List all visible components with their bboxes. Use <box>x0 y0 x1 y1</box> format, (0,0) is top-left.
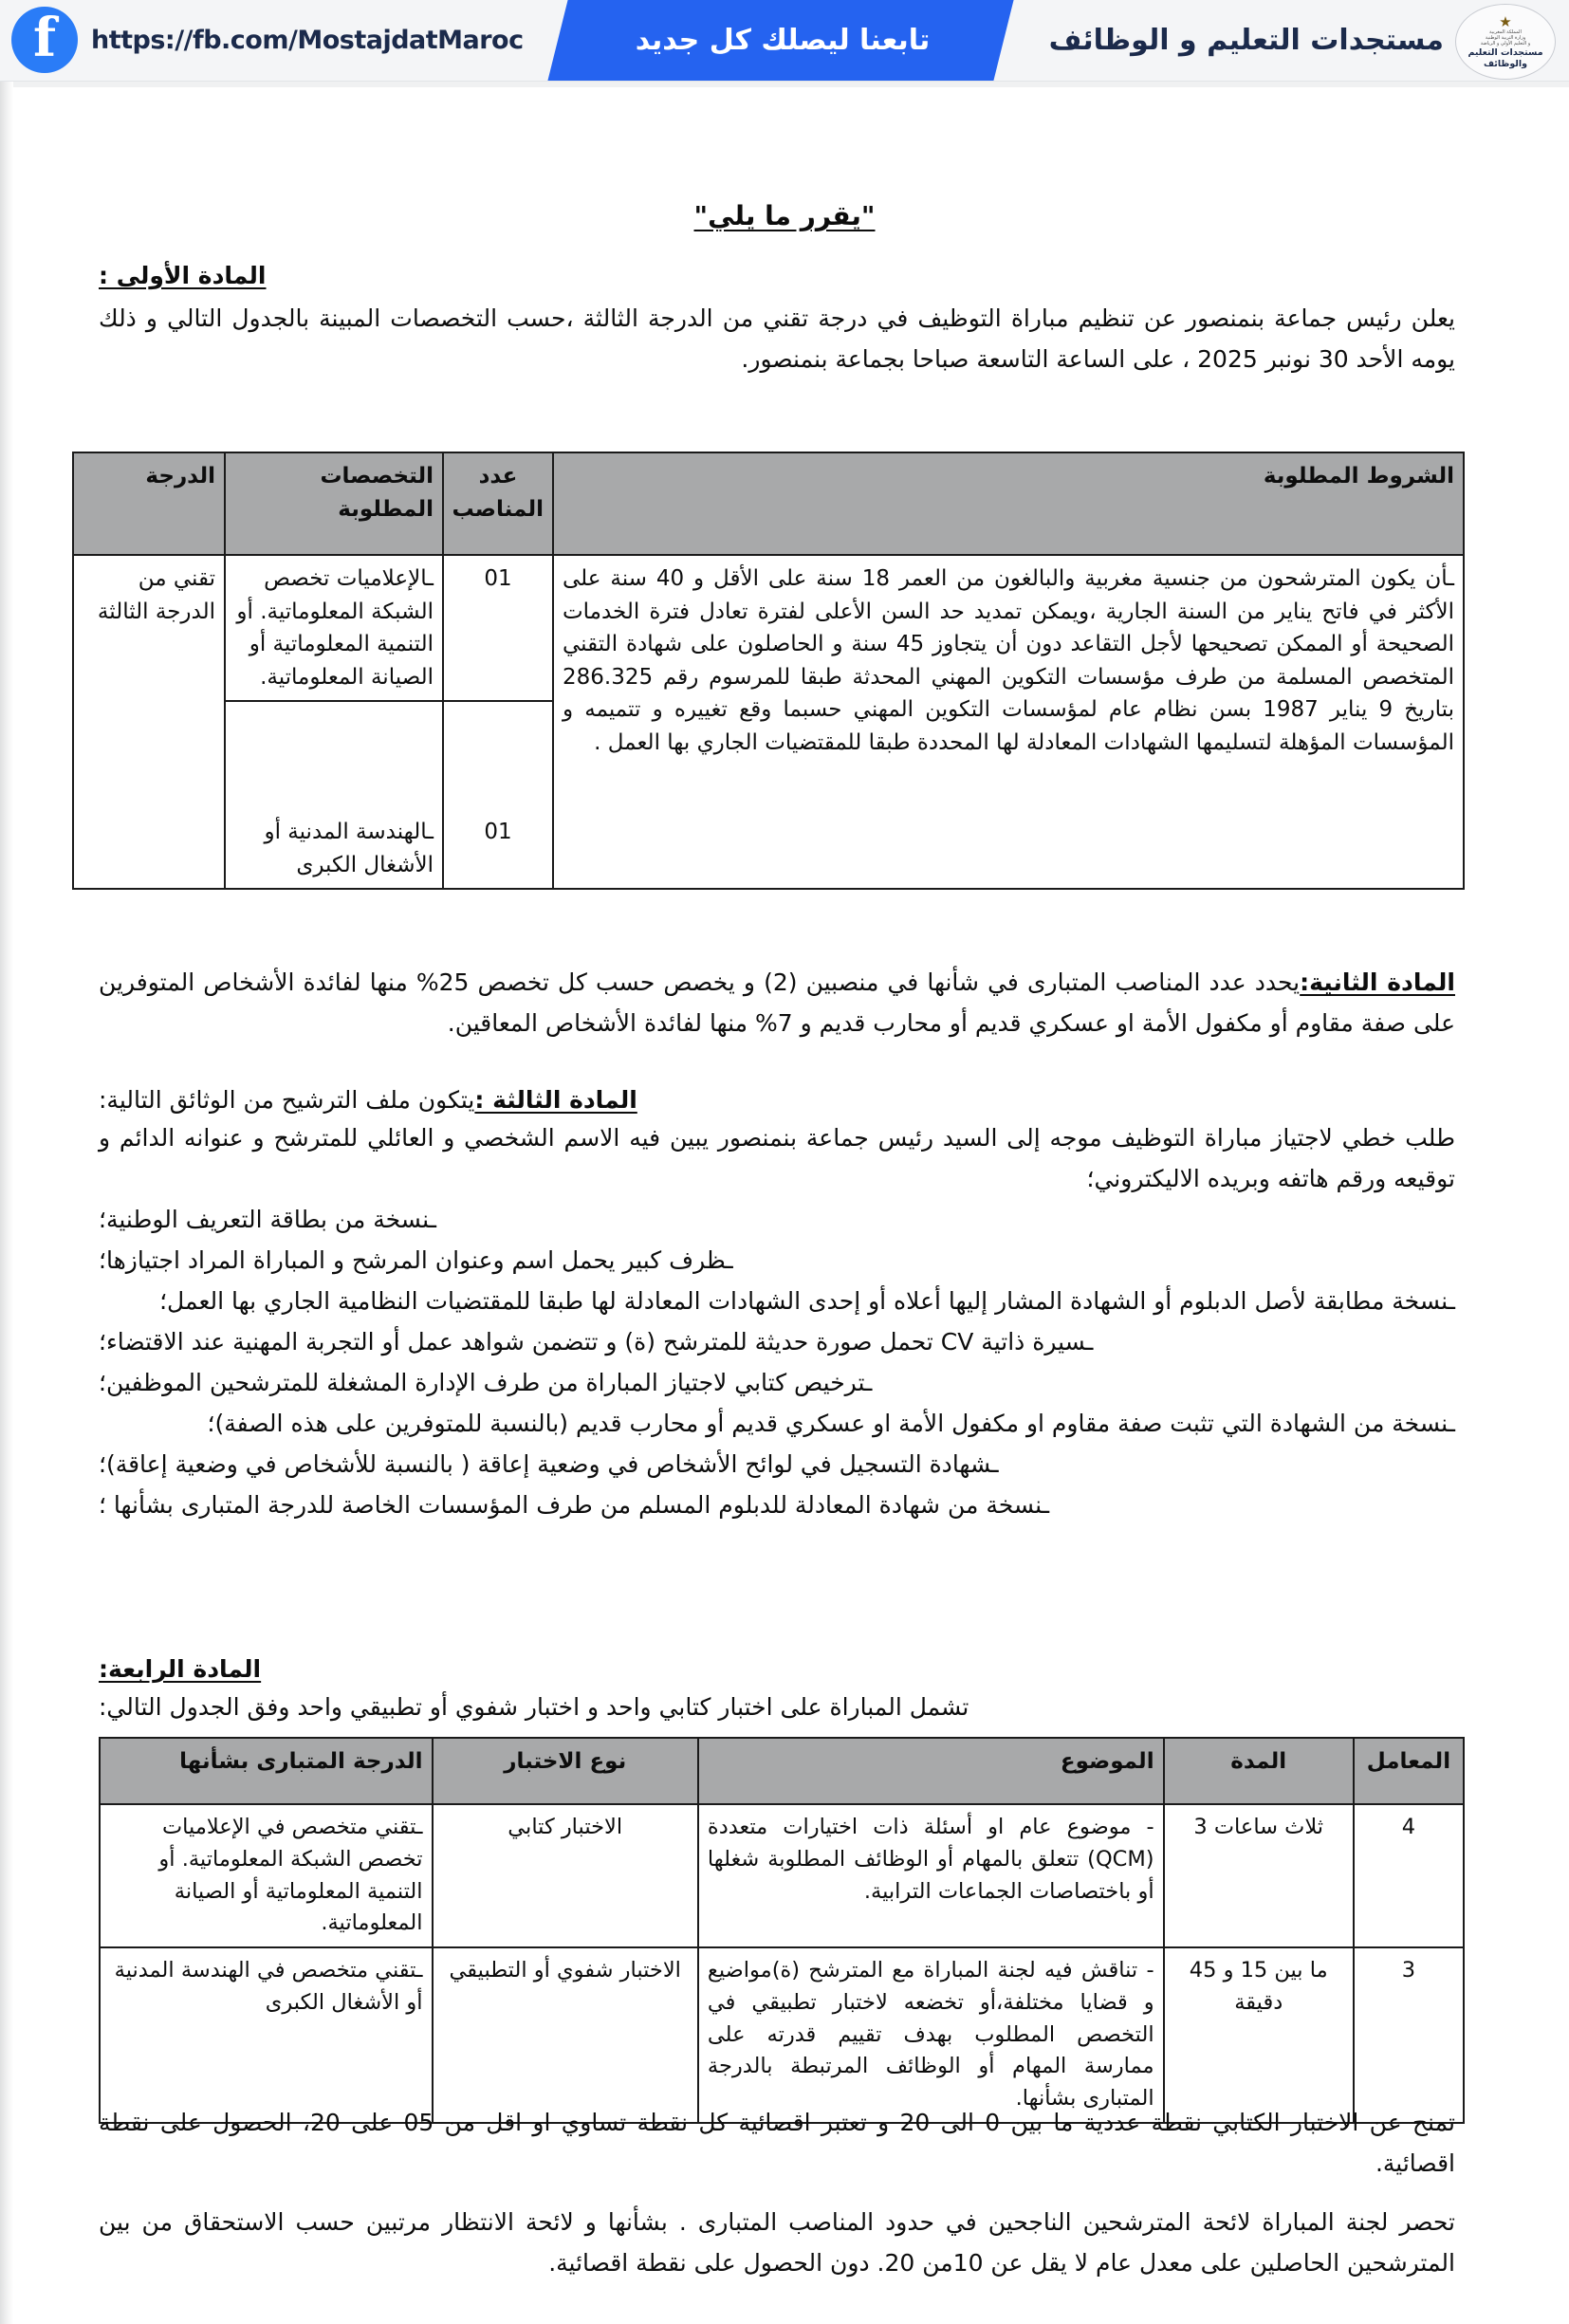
th-subject: الموضوع <box>698 1738 1164 1804</box>
list-item: ـنسخة من بطاقة التعريف الوطنية؛ <box>99 1206 436 1233</box>
page-title: "يقرر ما يلي" <box>693 200 876 231</box>
banner-site-name: مستجدات التعليم و الوظائف <box>1048 24 1444 57</box>
article-3-body: يتكون ملف الترشيح من الوثائق التالية: <box>99 1086 475 1114</box>
list-item: طلب خطي لاجتياز مباراة التوظيف موجه إلى السيد رئيس جماعة بنمنصور يبين فيه الاسم الشخصي و العائلي للمترشح و عنوانه الدائم و توقيعه ورقم هاتفه وبريده الاليكتروني؛ <box>99 1124 1455 1192</box>
footer-paragraph-1: تمنح عن الاختبار الكتابي نقطة عددية ما بين 0 الى 20 و تعتبر اقصائية كل نقطة تساوي او اقل من 05 على 20، الحصول على نقطة اقصائية. <box>99 2109 1455 2177</box>
facebook-f-glyph: f <box>32 7 57 69</box>
morocco-crest-icon: ★ <box>1499 12 1512 30</box>
logo-ministry-line: المملكة المغربية وزارة التربية الوطنية و التعليم الأولي و الرياضة <box>1480 28 1531 46</box>
logo-name-line2: والوظائف <box>1483 58 1528 69</box>
list-item: ـسيرة ذاتية CV تحمل صورة حديثة للمترشح (ة) و تتضمن شواهد عمل أو التجربة المهنية عند الاقتضاء؛ <box>99 1328 1094 1356</box>
th-coefficient: المعامل <box>1354 1738 1464 1804</box>
table-header-row <box>100 1738 1464 1804</box>
cell-exam-type: الاختبار شفوي أو التطبيقي <box>433 1947 698 2123</box>
cell-coefficient: 4 <box>1354 1804 1464 1947</box>
cell-exam-type: الاختبار كتابي <box>433 1804 698 1947</box>
site-logo <box>1455 4 1556 80</box>
table-row <box>73 555 1464 701</box>
list-item: ـنسخة مطابقة لأصل الدبلوم أو الشهادة المشار إليها أعلاه أو إحدى الشهادات المعادلة لها طبقا للمقتضيات النظامية الجاري بها العمل؛ <box>159 1287 1455 1315</box>
exams-table <box>99 1737 1465 2124</box>
cell-coefficient: 3 <box>1354 1947 1464 2123</box>
logo-name-line1: مستجدات التعليم <box>1467 46 1543 58</box>
scan-edge-top <box>0 82 1569 87</box>
th-duration: المدة <box>1164 1738 1354 1804</box>
table-row <box>100 1947 1464 2123</box>
cell-subject: - تناقش فيه لجنة المباراة مع المترشح (ة)مواضيع و قضايا مختلفة،أو تخضعه لاختبار تطبيقي في التخصص المطلوب بهدف تقييم قدرته على ممارسة المهام أو الوظائف المرتبطة بالدرجة المتبارى بشأنها. <box>698 1947 1164 2123</box>
promo-banner <box>0 0 1569 82</box>
positions-table <box>72 452 1465 890</box>
documents-list <box>99 1117 1455 1525</box>
cell-specialties: ـالإعلاميات تخصص الشبكة المعلوماتية. أو التنمية المعلوماتية أو الصيانة المعلوماتية. <box>225 555 443 701</box>
footer-paragraph-2: تحصر لجنة المباراة لائحة المترشحين الناجحين في حدود المناصب المتبارى . بشأنها و لائحة الانتظار مرتبين حسب الاستحقاق من بين المترشحين الحاصلين على معدل عام لا يقل عن 10من 20. دون الحصول على نقطة اقصائية. <box>99 2208 1455 2277</box>
th-degree: الدرجة المتبارى بشأنها <box>100 1738 433 1804</box>
cell-grade: تقني من الدرجة الثالثة <box>73 555 225 889</box>
th-positions-count: عدد المناصب <box>443 452 553 555</box>
list-item: ـظرف كبير يحمل اسم وعنوان المرشح و المباراة المراد اجتيازها؛ <box>99 1246 733 1274</box>
list-item: ـنسخة من شهادة المعادلة للدبلوم المسلم من طرف المؤسسات الخاصة للدرجة المتبارى بشأنها ؛ <box>99 1491 1050 1519</box>
article-4-heading-row <box>99 1649 1455 1689</box>
article-2-block <box>99 962 1455 1043</box>
table-header-row <box>73 452 1464 555</box>
cell-duration: ما بين 15 و 45 دقيقة <box>1164 1947 1354 2123</box>
article-3-block <box>99 1079 1455 1120</box>
banner-cta-label: تابعنا ليصلك كل جديد <box>635 24 931 57</box>
article-1-body: يعلن رئيس جماعة بنمنصور عن تنظيم مباراة التوظيف في درجة تقني من الدرجة الثالثة ،حسب التخصصات المبينة بالجدول التالي و ذلك يومه الأحد 30 نونبر 2025 ، على الساعة التاسعة صباحا بجماعة بنمنصور. <box>99 304 1455 373</box>
th-conditions: الشروط المطلوبة <box>553 452 1464 555</box>
scan-edge-left <box>0 82 13 2324</box>
facebook-icon[interactable] <box>11 7 78 73</box>
list-item: ـنسخة من الشهادة التي تثبت صفة مقاوم او مكفول الأمة او عسكري قديم أو محارب قديم (بالنسبة للمتوفرين على هذه الصفة)؛ <box>207 1410 1455 1437</box>
cell-subject: - موضوع عام او أسئلة ذات اختيارات متعددة (QCM) تتعلق بالمهام أو الوظائف المطلوبة شغلها أو باختصاصات الجماعات الترابية. <box>698 1804 1164 1947</box>
cell-specialties: ـالهندسة المدنية أو الأشغال الكبرى <box>225 701 443 889</box>
facebook-url-label[interactable]: https://fb.com/MostajdatMaroc <box>91 26 524 55</box>
article-3-heading: المادة الثالثة : <box>474 1086 637 1114</box>
cell-conditions: ـأن يكون المترشحون من جنسية مغربية والبالغون من العمر 18 سنة على الأقل و 40 سنة على الأكثر في فاتح يناير من السنة الجارية ،ويمكن تمديد حد السن الأعلى لفترة تعادل فترة الخدمات الصحيحة أو الممكن تصحيحها لأجل التقاعد دون أن يتجاوز 45 سنة و الحاصلون على شهادة التقني المتخصص المسلمة من طرف مؤسسات التكوين المهني المحدثة طبقا للمرسوم رقم 286.325 بتاريخ 9 يناير 1987 بسن نظام عام لمؤسسات التكوين المهني حسبما وقع تغييره و تتميمه و المؤسسات المؤهلة لتسليمها الشهادات المعادلة لها المحددة طبقا للمقتضيات الجاري بها العمل . <box>553 555 1464 889</box>
list-item: ـترخيص كتابي لاجتياز المباراة من طرف الإدارة المشغلة للمترشحين الموظفين؛ <box>99 1369 873 1396</box>
scanned-document-page <box>0 82 1569 2324</box>
cell-count: 01 <box>443 701 553 889</box>
cell-degree: ـتقني متخصص في الهندسة المدنية أو الأشغال الكبرى <box>100 1947 433 2123</box>
cell-degree: ـتقني متخصص في الإعلاميات تخصص الشبكة المعلوماتية. أو التنمية المعلوماتية أو الصيانة المعلوماتية. <box>100 1804 433 1947</box>
article-4-body: تشمل المباراة على اختبار كتابي واحد و اختبار شفوي أو تطبيقي واحد وفق الجدول التالي: <box>99 1693 969 1721</box>
th-specialties: التخصصات المطلوبة <box>225 452 443 555</box>
table-row <box>100 1804 1464 1947</box>
article-2-body: يحدد عدد المناصب المتبارى في شأنها في منصبين (2) و يخصص حسب كل تخصص 25% منها لفائدة الأشخاص المتوفرين على صفة مقاوم أو مكفول الأمة او عسكري قديم أو محارب قديم و 7% منها لفائدة الأشخاص المعاقين. <box>99 968 1455 1037</box>
list-item: ـشهادة التسجيل في لوائح الأشخاص في وضعية إعاقة ( بالنسبة للأشخاص في وضعية إعاقة)؛ <box>99 1450 999 1478</box>
cell-count: 01 <box>443 555 553 701</box>
scan-surface <box>0 82 1569 2324</box>
article-1-heading: المادة الأولى : <box>99 262 267 289</box>
article-2-heading: المادة الثانية: <box>1300 968 1455 996</box>
th-exam-type: نوع الاختبار <box>433 1738 698 1804</box>
article-4-heading: المادة الرابعة: <box>99 1655 262 1683</box>
cell-duration: ثلاث ساعات 3 <box>1164 1804 1354 1947</box>
article-1-heading-row <box>99 255 1465 296</box>
th-grade: الدرجة <box>73 452 225 555</box>
